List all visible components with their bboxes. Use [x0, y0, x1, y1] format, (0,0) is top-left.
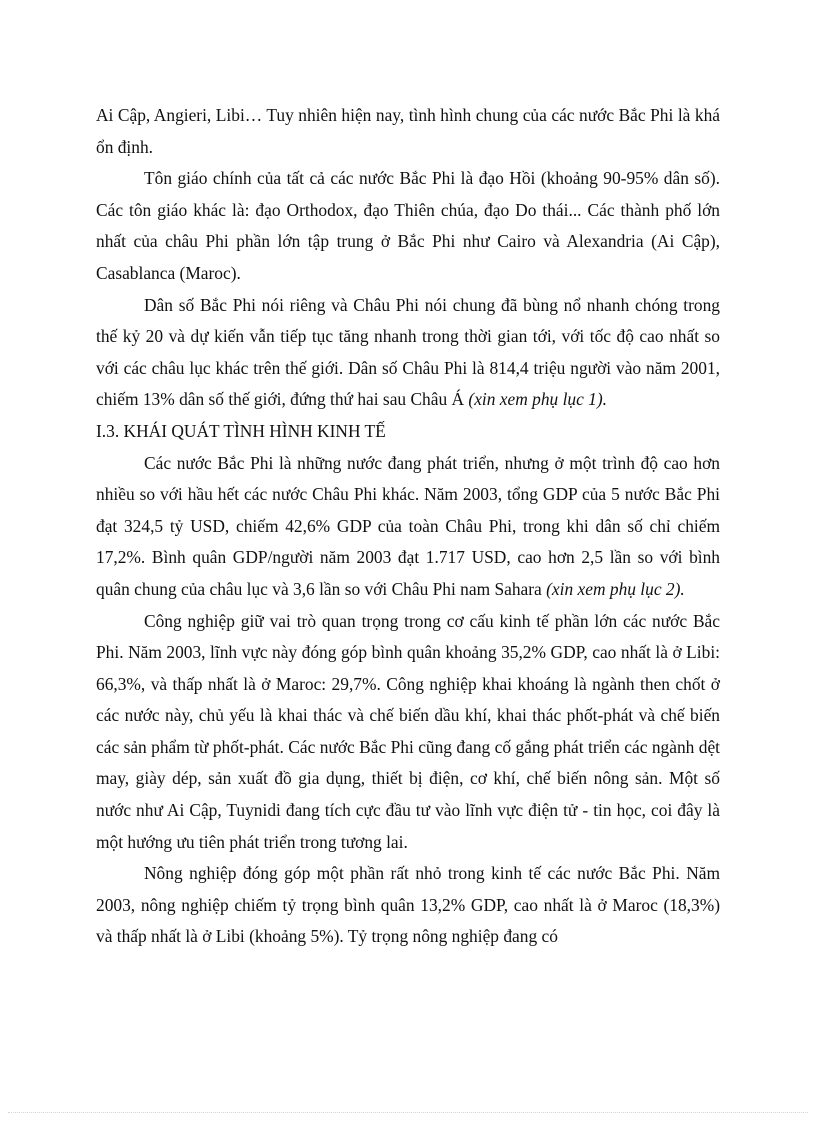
- section-heading: I.3. KHÁI QUÁT TÌNH HÌNH KINH TẾ: [96, 420, 386, 441]
- paragraph-religion: Tôn giáo chính của tất cả các nước Bắc Phi là đạo Hồi (khoảng 90-95% dân số). Các tôn giáo khác là: đạo Orthodox, đạo Thiên chúa, đạo Do thái... Các thành phố lớn nhất của châu Phi phần lớn tập trung ở Bắc Phi như Cairo và Alexandria (Ai Cập), Casablanca (Maroc).: [96, 168, 720, 283]
- paragraph-industry: Công nghiệp giữ vai trò quan trọng trong cơ cấu kinh tế phần lớn các nước Bắc Phi. Năm 2003, lĩnh vực này đóng góp bình quân khoảng 35,2% GDP, cao nhất là ở Libi: 66,3%, và thấp nhất là ở Maroc: 29,7%. Công nghiệp khai khoáng là ngành then chốt ở các nước này, chủ yếu là khai thác và chế biến dầu khí, khai thác phốt-phát và chế biến các sản phẩm từ phốt-phát. Các nước Bắc Phi cũng đang cố gắng phát triển các ngành dệt may, giày dép, sản xuất đồ gia dụng, thiết bị điện, cơ khí, chế biến nông sản. Một số nước như Ai Cập, Tuynidi đang tích cực đầu tư vào lĩnh vực điện tử - tin học, coi đây là một hướng ưu tiên phát triển trong tương lai.: [96, 610, 720, 852]
- paragraph-agriculture: Nông nghiệp đóng góp một phần rất nhỏ trong kinh tế các nước Bắc Phi. Năm 2003, nông nghiệp chiếm tỷ trọng bình quân 13,2% GDP, cao nhất là ở Maroc (18,3%) và thấp nhất là ở Libi (khoảng 5%). Tỷ trọng nông nghiệp đang có: [96, 863, 720, 947]
- paragraph-intro: Ai Cập, Angieri, Libi… Tuy nhiên hiện nay, tình hình chung của các nước Bắc Phi là khá ổn định.: [96, 105, 720, 157]
- population-text: Dân số Bắc Phi nói riêng và Châu Phi nói chung đã bùng nổ nhanh chóng trong thế kỷ 20 và dự kiến vẫn tiếp tục tăng nhanh trong thời gian tới, với tốc độ cao nhất so với các châu lục khác trên thế giới. Dân số Châu Phi là 814,4 triệu người vào năm 2001, chiếm 13% dân số thế giới, đứng thứ hai sau Châu Á: [96, 294, 720, 410]
- page-bottom-divider: [8, 1112, 808, 1113]
- appendix-reference-1: (xin xem phụ lục 1).: [468, 389, 608, 410]
- economy-text: Các nước Bắc Phi là những nước đang phát triển, nhưng ở một trình độ cao hơn nhiều so với hầu hết các nước Châu Phi khác. Năm 2003, tổng GDP của 5 nước Bắc Phi đạt 324,5 tỷ USD, chiếm 42,6% GDP của toàn Châu Phi, trong khi dân số chỉ chiếm 17,2%. Bình quân GDP/người năm 2003 đạt 1.717 USD, cao hơn 2,5 lần so với bình quân chung của châu lục và 3,6 lần so với Châu Phi nam Sahara: [96, 452, 720, 599]
- appendix-reference-2: (xin xem phụ lục 2).: [546, 578, 685, 599]
- paragraph-population: [96, 290, 720, 416]
- paragraph-economy: [96, 448, 720, 606]
